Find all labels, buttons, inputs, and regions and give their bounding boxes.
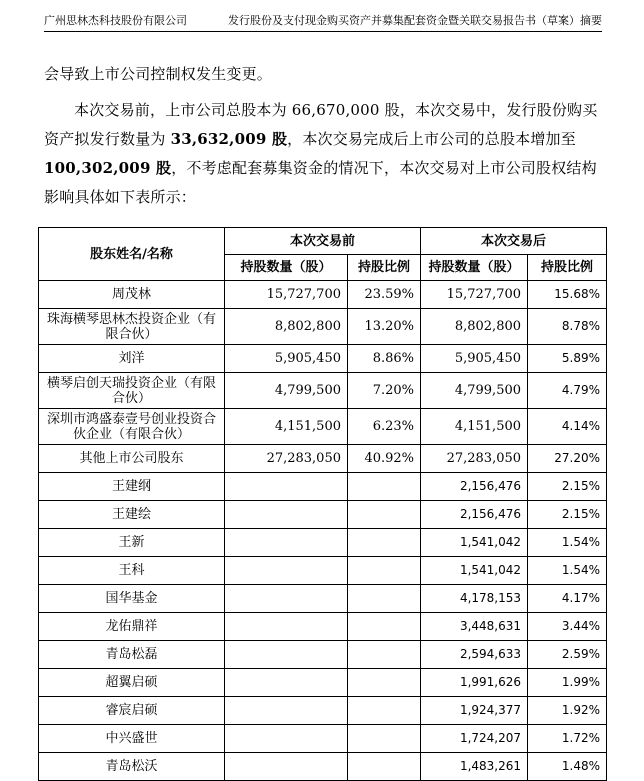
- after-shares-cell: 3,448,631: [421, 613, 528, 641]
- before-shares-cell: [225, 725, 348, 753]
- after-ratio-cell: 4.14%: [528, 409, 607, 445]
- shareholder-name-cell: 青岛松磊: [39, 641, 225, 669]
- before-shares-cell: [225, 585, 348, 613]
- table-row: [39, 473, 607, 501]
- before-ratio-cell: [348, 529, 421, 557]
- table-row: [39, 613, 607, 641]
- table-row: [39, 697, 607, 725]
- header-after-shares: 持股数量（股）: [421, 255, 528, 281]
- before-ratio-cell: [348, 557, 421, 585]
- before-shares-cell: [225, 669, 348, 697]
- shareholder-name-cell: 青岛松沃: [39, 753, 225, 781]
- after-shares-cell: 1,483,261: [421, 753, 528, 781]
- before-ratio-cell: 7.20%: [348, 373, 421, 409]
- before-ratio-cell: [348, 669, 421, 697]
- before-ratio-cell: [348, 725, 421, 753]
- after-shares-cell: 1,541,042: [421, 529, 528, 557]
- before-ratio-cell: [348, 753, 421, 781]
- after-shares-cell: 2,156,476: [421, 473, 528, 501]
- after-shares-cell: 2,594,633: [421, 641, 528, 669]
- table-row: [39, 557, 607, 585]
- before-shares-cell: [225, 753, 348, 781]
- before-ratio-cell: [348, 697, 421, 725]
- after-shares-cell: 27,283,050: [421, 445, 528, 473]
- table-row: [39, 309, 607, 345]
- shareholder-name-cell: 横琴启创天瑞投资企业（有限合伙）: [39, 373, 225, 409]
- paragraph-2-text-b: ，本次交易完成后上市公司的总股本增加至: [287, 130, 576, 148]
- shareholder-name-cell: 超翼启硕: [39, 669, 225, 697]
- after-ratio-cell: 3.44%: [528, 613, 607, 641]
- after-shares-cell: 8,802,800: [421, 309, 528, 345]
- before-ratio-cell: [348, 585, 421, 613]
- header-after-ratio: 持股比例: [528, 255, 607, 281]
- before-ratio-cell: 23.59%: [348, 281, 421, 309]
- header-after-transaction: 本次交易后: [421, 228, 607, 255]
- shareholder-name-cell: 王建纲: [39, 473, 225, 501]
- shareholder-name-cell: 王科: [39, 557, 225, 585]
- table-row: [39, 373, 607, 409]
- before-ratio-cell: 8.86%: [348, 345, 421, 373]
- before-ratio-cell: 6.23%: [348, 409, 421, 445]
- before-shares-cell: [225, 697, 348, 725]
- shareholder-name-cell: 周茂林: [39, 281, 225, 309]
- page-header: [44, 14, 602, 32]
- after-ratio-cell: 2.15%: [528, 473, 607, 501]
- before-shares-cell: 15,727,700: [225, 281, 348, 309]
- after-shares-cell: 15,727,700: [421, 281, 528, 309]
- issued-shares-count: 33,632,009 股: [170, 130, 288, 148]
- after-shares-cell: 4,799,500: [421, 373, 528, 409]
- table-row: [39, 445, 607, 473]
- before-shares-cell: 4,151,500: [225, 409, 348, 445]
- before-ratio-cell: 40.92%: [348, 445, 421, 473]
- table-row: [39, 281, 607, 309]
- table-row: [39, 641, 607, 669]
- table-row: [39, 409, 607, 445]
- header-before-shares: 持股数量（股）: [225, 255, 348, 281]
- table-row: [39, 585, 607, 613]
- after-shares-cell: 4,151,500: [421, 409, 528, 445]
- after-shares-cell: 1,924,377: [421, 697, 528, 725]
- before-ratio-cell: 13.20%: [348, 309, 421, 345]
- table-row: [39, 753, 607, 781]
- before-ratio-cell: [348, 473, 421, 501]
- shareholder-name-cell: 其他上市公司股东: [39, 445, 225, 473]
- before-shares-cell: [225, 501, 348, 529]
- shareholder-name-cell: 中兴盛世: [39, 725, 225, 753]
- before-ratio-cell: [348, 641, 421, 669]
- paragraph-2: [44, 96, 604, 212]
- after-ratio-cell: 2.59%: [528, 641, 607, 669]
- shareholder-name-cell: 珠海横琴思林杰投资企业（有限合伙）: [39, 309, 225, 345]
- shareholder-name-cell: 国华基金: [39, 585, 225, 613]
- after-shares-cell: 1,991,626: [421, 669, 528, 697]
- shareholding-table: [38, 227, 607, 781]
- after-ratio-cell: 1.54%: [528, 529, 607, 557]
- before-shares-cell: 5,905,450: [225, 345, 348, 373]
- table-row: [39, 669, 607, 697]
- paragraph-1: 会导致上市公司控制权发生变更。: [44, 65, 273, 83]
- after-ratio-cell: 2.15%: [528, 501, 607, 529]
- after-ratio-cell: 4.79%: [528, 373, 607, 409]
- shareholder-name-cell: 刘洋: [39, 345, 225, 373]
- after-ratio-cell: 1.92%: [528, 697, 607, 725]
- header-company: 广州思林杰科技股份有限公司: [44, 14, 187, 27]
- table-row: [39, 725, 607, 753]
- before-shares-cell: 27,283,050: [225, 445, 348, 473]
- after-ratio-cell: 1.72%: [528, 725, 607, 753]
- after-shares-cell: 4,178,153: [421, 585, 528, 613]
- shareholder-name-cell: 王建绘: [39, 501, 225, 529]
- before-shares-cell: [225, 473, 348, 501]
- total-shares-after: 100,302,009 股: [44, 159, 172, 177]
- header-before-transaction: 本次交易前: [225, 228, 421, 255]
- table-row: [39, 529, 607, 557]
- after-shares-cell: 5,905,450: [421, 345, 528, 373]
- shareholder-name-cell: 王新: [39, 529, 225, 557]
- header-before-ratio: 持股比例: [348, 255, 421, 281]
- after-shares-cell: 2,156,476: [421, 501, 528, 529]
- header-doc-title: 发行股份及支付现金购买资产并募集配套资金暨关联交易报告书（草案）摘要: [228, 14, 602, 27]
- before-shares-cell: 4,799,500: [225, 373, 348, 409]
- after-ratio-cell: 27.20%: [528, 445, 607, 473]
- before-ratio-cell: [348, 613, 421, 641]
- before-shares-cell: [225, 641, 348, 669]
- before-shares-cell: 8,802,800: [225, 309, 348, 345]
- after-shares-cell: 1,541,042: [421, 557, 528, 585]
- before-ratio-cell: [348, 501, 421, 529]
- after-ratio-cell: 15.68%: [528, 281, 607, 309]
- after-ratio-cell: 4.17%: [528, 585, 607, 613]
- after-shares-cell: 1,724,207: [421, 725, 528, 753]
- shareholder-name-cell: 睿宸启硕: [39, 697, 225, 725]
- table-row: [39, 501, 607, 529]
- after-ratio-cell: 1.99%: [528, 669, 607, 697]
- after-ratio-cell: 5.89%: [528, 345, 607, 373]
- before-shares-cell: [225, 613, 348, 641]
- table-body: [39, 281, 607, 781]
- paragraph-2-text-c: ，不考虑配套募集资金的情况下，本次交易对上市公司股权结构影响具体如下表所示：: [44, 159, 597, 206]
- shareholder-name-cell: 深圳市鸿盛泰壹号创业投资合伙企业（有限合伙）: [39, 409, 225, 445]
- after-ratio-cell: 1.54%: [528, 557, 607, 585]
- paragraph-2-text-a: 本次交易前，上市公司总股本为 66,670,000 股，本次交易中，发行股份购买资产拟发行数量为: [44, 101, 598, 148]
- table-row: [39, 345, 607, 373]
- before-shares-cell: [225, 557, 348, 585]
- before-shares-cell: [225, 529, 348, 557]
- shareholder-name-cell: 龙佑鼎祥: [39, 613, 225, 641]
- header-shareholder-name: 股东姓名/名称: [39, 228, 225, 281]
- after-ratio-cell: 8.78%: [528, 309, 607, 345]
- after-ratio-cell: 1.48%: [528, 753, 607, 781]
